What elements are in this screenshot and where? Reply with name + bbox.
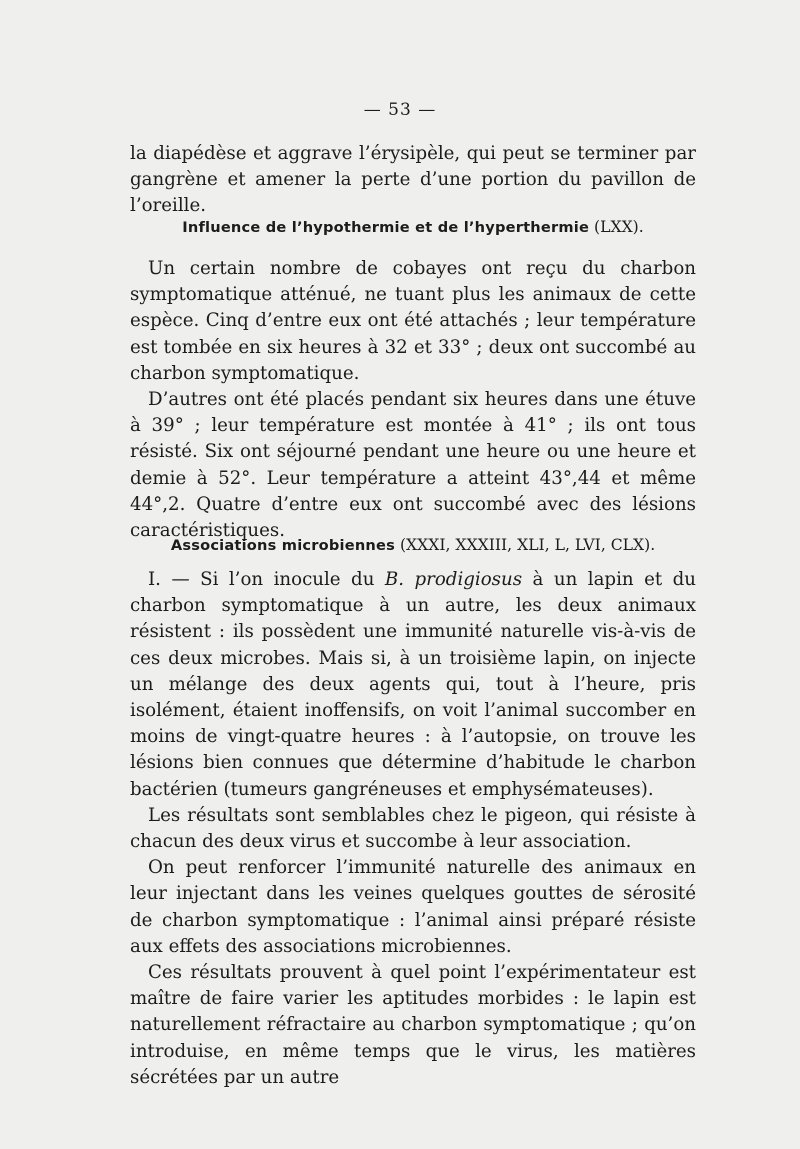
section-title: Associations microbiennes [170,537,395,554]
section-refs: (XXXI, XXXIII, XLI, L, LVI, CLX). [394,536,656,554]
paragraph: On peut renforcer l’immunité naturelle des animaux en leur injectant dans les veines quelques gouttes de sérosité de charbon symptomatique : l’animal ainsi préparé résiste aux effets des associations microbiennes. [130,857,696,957]
section-refs: (LXX). [589,218,644,236]
section-title: Influence de l’hypothermie et de l’hyperthermie [182,219,590,236]
paragraph [130,567,696,803]
intro-paragraph: la diapédèse et aggrave l’érysipèle, qui peut se terminer par gangrène et amener la perte d’une portion du pavillon de l’oreille. [130,143,696,217]
species-name: B. prodigiosus [384,569,523,590]
intro-paragraph-block [130,141,696,220]
text-run: I. — Si l’on inocule du [148,569,385,590]
section-heading-hypothermie [130,216,696,239]
paragraph: Les résultats sont semblables chez le pigeon, qui résiste à chacun des deux virus et succombe à leur association. [130,804,696,853]
page-number: — 53 — [363,100,437,120]
section-heading-associations [130,534,696,557]
paragraph: Ces résultats prouvent à quel point l’expérimentateur est maître de faire varier les aptitudes morbides : le lapin est naturellement réfractaire au charbon symptomatique ; qu’on introduise, en même temps que le virus, les matières sécrétées par un autre [130,962,696,1088]
text-run: à un lapin et du charbon symptomatique à un autre, les deux animaux résistent : ils possèdent une immunité naturelle vis-à-vis de ces deux microbes. Mais si, à un troisième lapin, on injecte un mélange des deux agents qui, tout à l’heure, pris isolément, étaient inoffensifs, on voit l’animal succomber en moins de vingt-quatre heures : à l’autopsie, on trouve les lésions bien connues que détermine d’habitude le charbon bactérien (tumeurs gangréneuses et emphysémateuses). [130,569,696,800]
paragraph: D’autres ont été placés pendant six heures dans une étuve à 39° ; leur température est montée à 41° ; ils ont tous résisté. Six ont séjourné pendant une heure ou une heure et demie à 52°. Leur température a atteint 43°,44 et même 44°,2. Quatre d’entre eux ont succombé avec des lésions caractéristiques. [130,389,696,542]
paragraph: Un certain nombre de cobayes ont reçu du charbon symptomatique atténué, ne tuant plus les animaux de cette espèce. Cinq d’entre eux ont été attachés ; leur température est tombée en six heures à 32 et 33° ; deux ont succombé au charbon symptomatique. [130,258,696,384]
section2-body [130,567,696,1091]
section1-body [130,256,696,544]
